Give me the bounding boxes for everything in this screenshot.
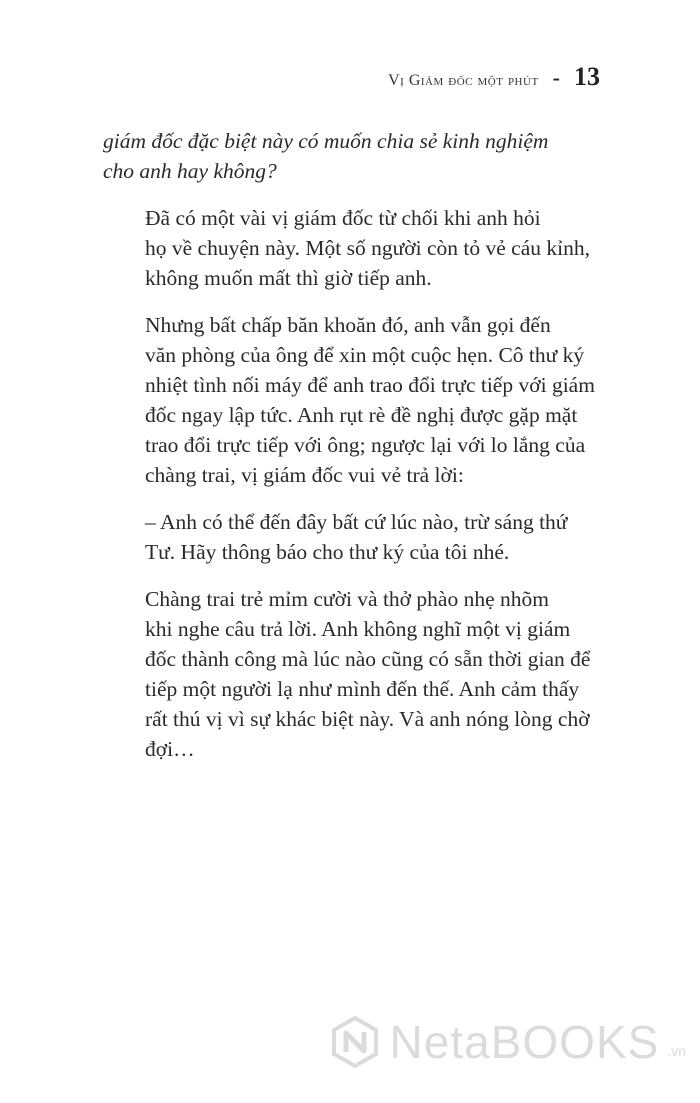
running-header [388,62,600,92]
text-line: văn phòng của ông để xin một cuộc hẹn. Cô thư ký [145,343,585,367]
watermark [328,1015,686,1069]
text-line: Đã có một vài vị giám đốc từ chối khi anh hỏi [145,206,541,230]
neta-logo-icon [328,1015,382,1069]
text-line: giám đốc đặc biệt này có muốn chia sẻ kinh nghiệm [103,129,549,153]
text-line: đốc thành công mà lúc nào cũng có sẵn thời gian để [145,647,591,671]
text-line: chàng trai, vị giám đốc vui vẻ trả lời: [145,463,464,487]
text-line: rất thú vị vì sự khác biệt này. Và anh nóng lòng chờ [145,707,590,731]
text-line: – Anh có thể đến đây bất cứ lúc nào, trừ sáng thứ [145,510,568,534]
text-line: Nhưng bất chấp băn khoăn đó, anh vẫn gọi đến [145,313,551,337]
text-line: không muốn mất thì giờ tiếp anh. [145,266,432,290]
text-line: tiếp một người lạ như mình đến thế. Anh cảm thấy [145,677,580,701]
page-number: 13 [574,62,600,91]
watermark-brand: NetaBOOKS [389,1016,660,1068]
text-line: đốc ngay lập tức. Anh rụt rè đề nghị được gặp mặt [145,403,578,427]
paragraph-4-dialogue [103,507,599,567]
text-line: Chàng trai trẻ mỉm cười và thở phào nhẹ nhõm [145,587,549,611]
running-title: Vị Giám đốc một phút [388,72,539,89]
paragraph-5 [103,584,599,764]
paragraph-1 [103,126,599,186]
text-line: trao đổi trực tiếp với ông; ngược lại với lo lắng của [145,433,586,457]
text-line: nhiệt tình nối máy để anh trao đổi trực tiếp với giám [145,373,595,397]
paragraph-3 [103,310,599,490]
header-dash: - [552,65,560,90]
text-line: khi nghe câu trả lời. Anh không nghĩ một vị giám [145,617,571,641]
text-line: cho anh hay không? [103,159,277,183]
text-line: đợi… [145,737,195,761]
text-line: Tư. Hãy thông báo cho thư ký của tôi nhé. [145,540,510,564]
watermark-suffix: .vn [667,1043,686,1059]
body-text [103,126,599,781]
text-line: họ về chuyện này. Một số người còn tỏ vẻ cáu kỉnh, [145,236,590,260]
paragraph-2 [103,203,599,293]
